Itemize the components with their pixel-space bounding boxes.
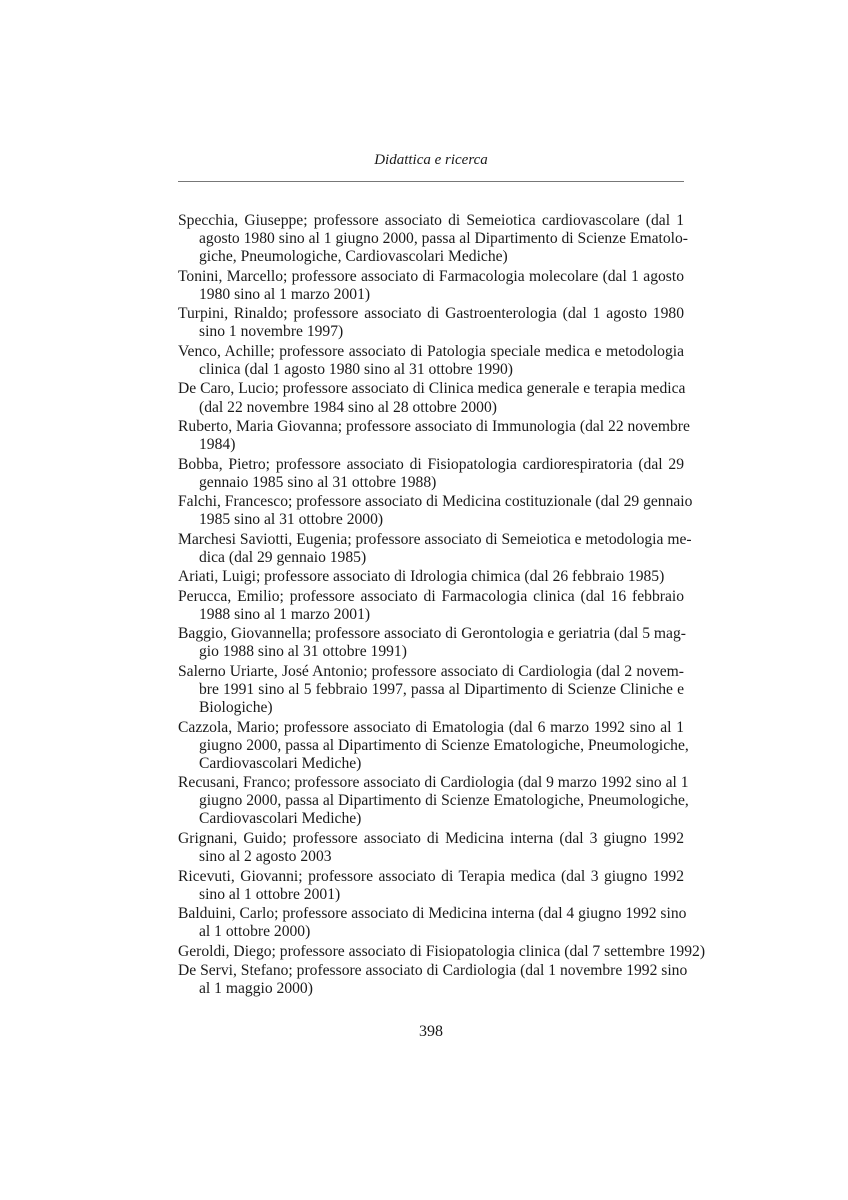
list-entry [178,774,689,828]
entry-line: sino al 2 agosto 2003 [199,848,332,866]
entry-line: Geroldi, Diego; professore associato di Fisiopatologia clinica (dal 7 settembre 1992) [178,942,706,960]
list-entry [178,962,688,998]
list-entry [178,568,684,586]
entry-line: giugno 2000, passa al Dipartimento di Scienze Ematologiche, Pneumologiche, [199,736,689,754]
list-entry [178,625,684,661]
entry-line: Marchesi Saviotti, Eugenia; professore associato di Semeiotica e metodologia me- [178,530,692,548]
entry-line: Falchi, Francesco; professore associato di Medicina costituzionale (dal 29 gennaio [178,493,693,511]
list-entry [178,305,684,341]
entry-line: dica (dal 29 gennaio 1985) [199,548,367,566]
list-entry [178,212,688,266]
entry-line: Cazzola, Mario; professore associato di Ematologia (dal 6 marzo 1992 sino al 1 [178,718,684,736]
entry-line: Turpini, Rinaldo; professore associato di Gastroenterologia (dal 1 agosto 1980 [178,305,684,323]
entry-line: Ruberto, Maria Giovanna; professore associato di Immunologia (dal 22 novembre [178,417,690,435]
list-entry [178,830,684,866]
entry-line: Balduini, Carlo; professore associato di Medicina interna (dal 4 giugno 1992 sino [178,905,687,923]
running-header: Didattica e ricerca [374,152,488,168]
list-entry [178,530,692,567]
entry-line: Cardiovascolari Mediche) [199,810,362,828]
entry-line: giche, Pneumologiche, Cardiovascolari Mediche) [199,248,508,266]
faculty-list [178,212,706,1000]
entry-line: Grignani, Guido; professore associato di Medicina interna (dal 3 giugno 1992 [178,829,684,847]
entry-line: al 1 maggio 2000) [199,980,313,998]
list-entry [178,343,684,379]
entry-line: Venco, Achille; professore associato di Patologia speciale medica e metodologia [178,342,684,360]
entry-line: Perucca, Emilio; professore associato di Farmacologia clinica (dal 16 febbraio [178,587,684,605]
entry-line: Specchia, Giuseppe; professore associato di Semeiotica cardiovascolare (dal 1 [178,212,684,229]
entry-line: (dal 22 novembre 1984 sino al 28 ottobre 2000) [199,398,497,416]
list-entry [178,493,693,529]
entry-line: 1985 sino al 31 ottobre 2000) [199,511,384,529]
list-entry [178,942,706,961]
entry-line: bre 1991 sino al 5 febbraio 1997, passa al Dipartimento di Scienze Cliniche e [199,681,684,699]
list-entry [178,456,684,492]
entry-line: agosto 1980 sino al 1 giugno 2000, passa al Dipartimento di Scienze Ematolo- [199,230,688,248]
entry-line: Ariati, Luigi; professore associato di Idrologia chimica (dal 26 febbraio 1985) [178,568,665,586]
entry-line: 1980 sino al 1 marzo 2001) [199,285,371,303]
list-entry [178,663,684,717]
entry-line: Baggio, Giovannella; professore associato di Gerontologia e geriatria (dal 5 mag- [178,625,686,643]
entry-line: Cardiovascolari Mediche) [199,754,362,772]
entry-line: Bobba, Pietro; professore associato di Fisiopatologia cardiorespiratoria (dal 29 [178,455,684,473]
entry-line: sino 1 novembre 1997) [199,323,344,341]
entry-line: Biologiche) [199,699,273,717]
entry-line: clinica (dal 1 agosto 1980 sino al 31 ottobre 1990) [199,360,513,378]
list-entry [178,718,689,773]
list-entry [178,380,684,416]
entry-line: De Caro, Lucio; professore associato di Clinica medica generale e terapia medica [178,380,686,398]
page-number: 398 [419,1023,443,1040]
header-rule [178,181,684,182]
list-entry [178,268,684,304]
list-entry [178,588,684,624]
entry-line: 1988 sino al 1 marzo 2001) [199,605,371,623]
entry-line: gennaio 1985 sino al 31 ottobre 1988) [199,473,437,491]
entry-line: giugno 2000, passa al Dipartimento di Scienze Ematologiche, Pneumologiche, [199,792,689,810]
entry-line: al 1 ottobre 2000) [199,923,311,941]
list-entry [178,417,690,454]
list-entry [178,868,684,904]
entry-line: sino al 1 ottobre 2001) [199,885,341,903]
entry-line: Salerno Uriarte, José Antonio; professore associato di Cardiologia (dal 2 novem- [178,662,684,680]
list-entry [178,905,687,941]
entry-line: 1984) [199,436,236,454]
entry-line: Recusani, Franco; professore associato di Cardiologia (dal 9 marzo 1992 sino al 1 [178,774,689,792]
entry-line: Ricevuti, Giovanni; professore associato di Terapia medica (dal 3 giugno 1992 [178,867,684,885]
entry-line: Tonini, Marcello; professore associato di Farmacologia molecolare (dal 1 agosto [178,267,684,285]
entry-line: De Servi, Stefano; professore associato di Cardiologia (dal 1 novembre 1992 sino [178,962,688,980]
entry-line: gio 1988 sino al 31 ottobre 1991) [199,643,407,661]
